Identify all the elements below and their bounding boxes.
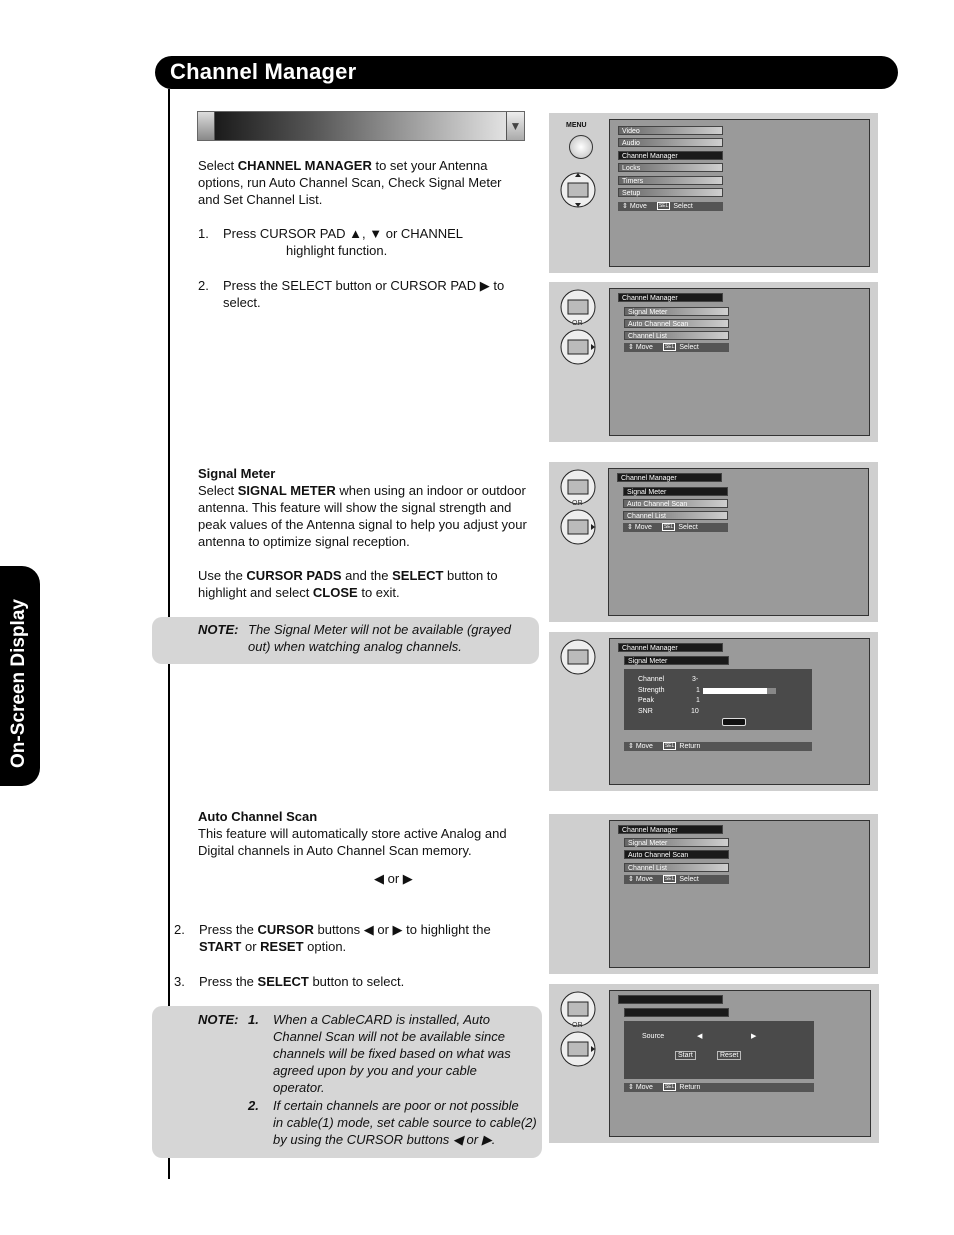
or-label: OR (572, 320, 583, 327)
intro-paragraph: Select CHANNEL MANAGER to set your Antenna options, run Auto Channel Scan, Check Signal Meter and Set Channel List. (198, 158, 502, 207)
source-label: Source (642, 1033, 665, 1040)
cm-title: Channel Manager (618, 825, 723, 834)
cm-item-signal-meter[interactable]: Signal Meter (624, 838, 729, 847)
intro-step-1-num: 1. (198, 226, 209, 241)
osd-panel-signal-meter (549, 632, 878, 791)
auto-scan-line: This feature will automatically store active Analog and (198, 826, 507, 841)
auto-scan-heading: Auto Channel Scan (198, 809, 318, 824)
note-num: 1. (248, 1012, 259, 1027)
meter-value-peak: 1 (696, 697, 700, 704)
cm-item-signal-meter[interactable]: Signal Meter (623, 487, 728, 496)
auto-scan-step-3-num: 3. (174, 974, 185, 989)
tv-screen (609, 288, 870, 436)
cm-title: Channel Manager (618, 643, 723, 652)
cm-item-channel-list[interactable]: Channel List (623, 511, 728, 520)
osd-panel-channel-manager (549, 282, 878, 442)
osd-panel-auto-scan (549, 984, 879, 1143)
menu-item-timers[interactable]: Timers (618, 176, 723, 185)
menu-item-channel-manager[interactable]: Channel Manager (618, 151, 723, 160)
cm-item-channel-list[interactable]: Channel List (624, 331, 729, 340)
auto-scan-step-3: Press the SELECT button to select. (199, 974, 405, 989)
note-line: The Signal Meter will not be available (grayed (248, 622, 512, 637)
cursor-pad-icon (559, 638, 597, 676)
tv-screen (609, 820, 870, 968)
close-button[interactable] (722, 718, 746, 726)
signal-meter-body: Select SIGNAL METER when using an indoor or outdoor antenna. This feature will show the signal strength and peak values of the Antenna signal to help you adjust your antenna to optimize signal reception. Use the CURSOR PADS and the SELECT button to highlight and select CLOSE to exit. (198, 483, 527, 600)
strength-bar (703, 688, 776, 694)
menu-footer: ⇕ Move SEL Select (623, 523, 728, 532)
menu-footer: ⇕ Move SEL Return (624, 1083, 814, 1092)
note-item-1: When a CableCARD is installed, Auto Channel Scan will not be available since channels will be fixed based on what was agreed upon by you and your cable operator. (273, 1012, 511, 1095)
reset-button[interactable]: Reset (717, 1051, 741, 1060)
auto-scan-line: Digital channels in Auto Channel Scan memory. (198, 843, 472, 858)
tv-screen (608, 468, 869, 616)
menu-footer: ⇕ Move SEL Select (624, 343, 729, 352)
cm-item-channel-list[interactable]: Channel List (624, 863, 729, 872)
intro-step-2-num: 2. (198, 278, 209, 293)
menu-button-label: MENU (566, 122, 587, 129)
osd-title-bar (618, 995, 723, 1004)
note-line: out) when watching analog channels. (248, 639, 462, 654)
meter-value-channel: 3- (692, 676, 699, 683)
or-label: OR (572, 500, 583, 507)
osd-panel-signal-meter-select (549, 462, 878, 622)
cursor-pad-icon (559, 328, 597, 366)
cm-title: Channel Manager (618, 293, 723, 302)
meter-label-snr: SNR (638, 708, 653, 715)
signal-meter-heading: Signal Meter (198, 466, 276, 481)
signal-meter-box (624, 669, 812, 730)
menu-item-setup[interactable]: Setup (618, 188, 723, 197)
intro-step-1-cont: highlight function. (286, 243, 388, 258)
auto-scan-step-2-num: 2. (174, 922, 185, 937)
scan-box (624, 1021, 814, 1079)
banner-left-cap (198, 112, 215, 140)
cursor-pad-icon (559, 1030, 597, 1068)
menu-item-audio[interactable]: Audio (618, 138, 723, 147)
osd-panel-main-menu (549, 113, 878, 273)
cm-item-auto-channel-scan[interactable]: Auto Channel Scan (623, 499, 728, 508)
menu-footer: ⇕ Move SEL Select (624, 875, 729, 884)
meter-value-snr: 10 (691, 708, 699, 715)
right-arrow-icon[interactable]: ▶ (751, 1033, 757, 1040)
menu-footer: ⇕ Move SEL Select (618, 202, 723, 211)
cm-item-auto-channel-scan[interactable]: Auto Channel Scan (624, 319, 729, 328)
auto-scan-step-2: Press the CURSOR buttons ◀ or ▶ to highlight the START or RESET option. (199, 922, 491, 954)
menu-button-icon (569, 135, 593, 159)
cursor-pad-icon (559, 171, 597, 209)
or-label: OR (572, 1022, 583, 1029)
side-tab-label: On-Screen Display (8, 599, 29, 768)
strength-bar-fill (703, 688, 767, 694)
cm-title: Channel Manager (617, 473, 722, 482)
intro-step-2-cont: select. (223, 295, 261, 310)
auto-scan-arrows: ◀ or ▶ (374, 871, 413, 886)
cm-item-signal-meter: Signal Meter (624, 656, 729, 665)
note-label: NOTE: (198, 622, 239, 637)
cm-item-auto-channel-scan[interactable]: Auto Channel Scan (624, 850, 729, 859)
menu-item-video[interactable]: Video (618, 126, 723, 135)
menu-footer: ⇕ Move SEL Return (624, 742, 812, 751)
osd-panel-auto-scan-select (549, 814, 878, 974)
tv-screen (609, 990, 871, 1137)
menu-item-locks[interactable]: Locks (618, 163, 723, 172)
meter-label-channel: Channel (638, 676, 665, 683)
note-label: NOTE: (198, 1012, 239, 1027)
section-banner (197, 111, 525, 141)
intro-step-1: Press CURSOR PAD ▲, ▼ or CHANNEL (223, 226, 464, 241)
start-button[interactable]: Start (675, 1051, 696, 1060)
note-num: 2. (248, 1098, 259, 1113)
cm-item-signal-meter[interactable]: Signal Meter (624, 307, 729, 316)
left-arrow-icon[interactable]: ◀ (697, 1033, 703, 1040)
meter-label-strength: Strength (638, 687, 665, 694)
osd-subtitle-bar (624, 1008, 729, 1017)
meter-value-strength: 1 (696, 687, 700, 694)
banner-down-arrow-icon: ▼ (506, 112, 524, 140)
note-item-2: If certain channels are poor or not possible in cable(1) mode, set cable source to cable(2) by using the CURSOR buttons ◀ or ▶. (273, 1098, 537, 1147)
cursor-pad-icon (559, 508, 597, 546)
intro-step-2: Press the SELECT button or CURSOR PAD ▶ to (223, 278, 505, 293)
meter-label-peak: Peak (638, 697, 654, 704)
tv-screen (609, 119, 870, 267)
tv-screen (609, 638, 870, 785)
page-title: Channel Manager (170, 59, 357, 84)
